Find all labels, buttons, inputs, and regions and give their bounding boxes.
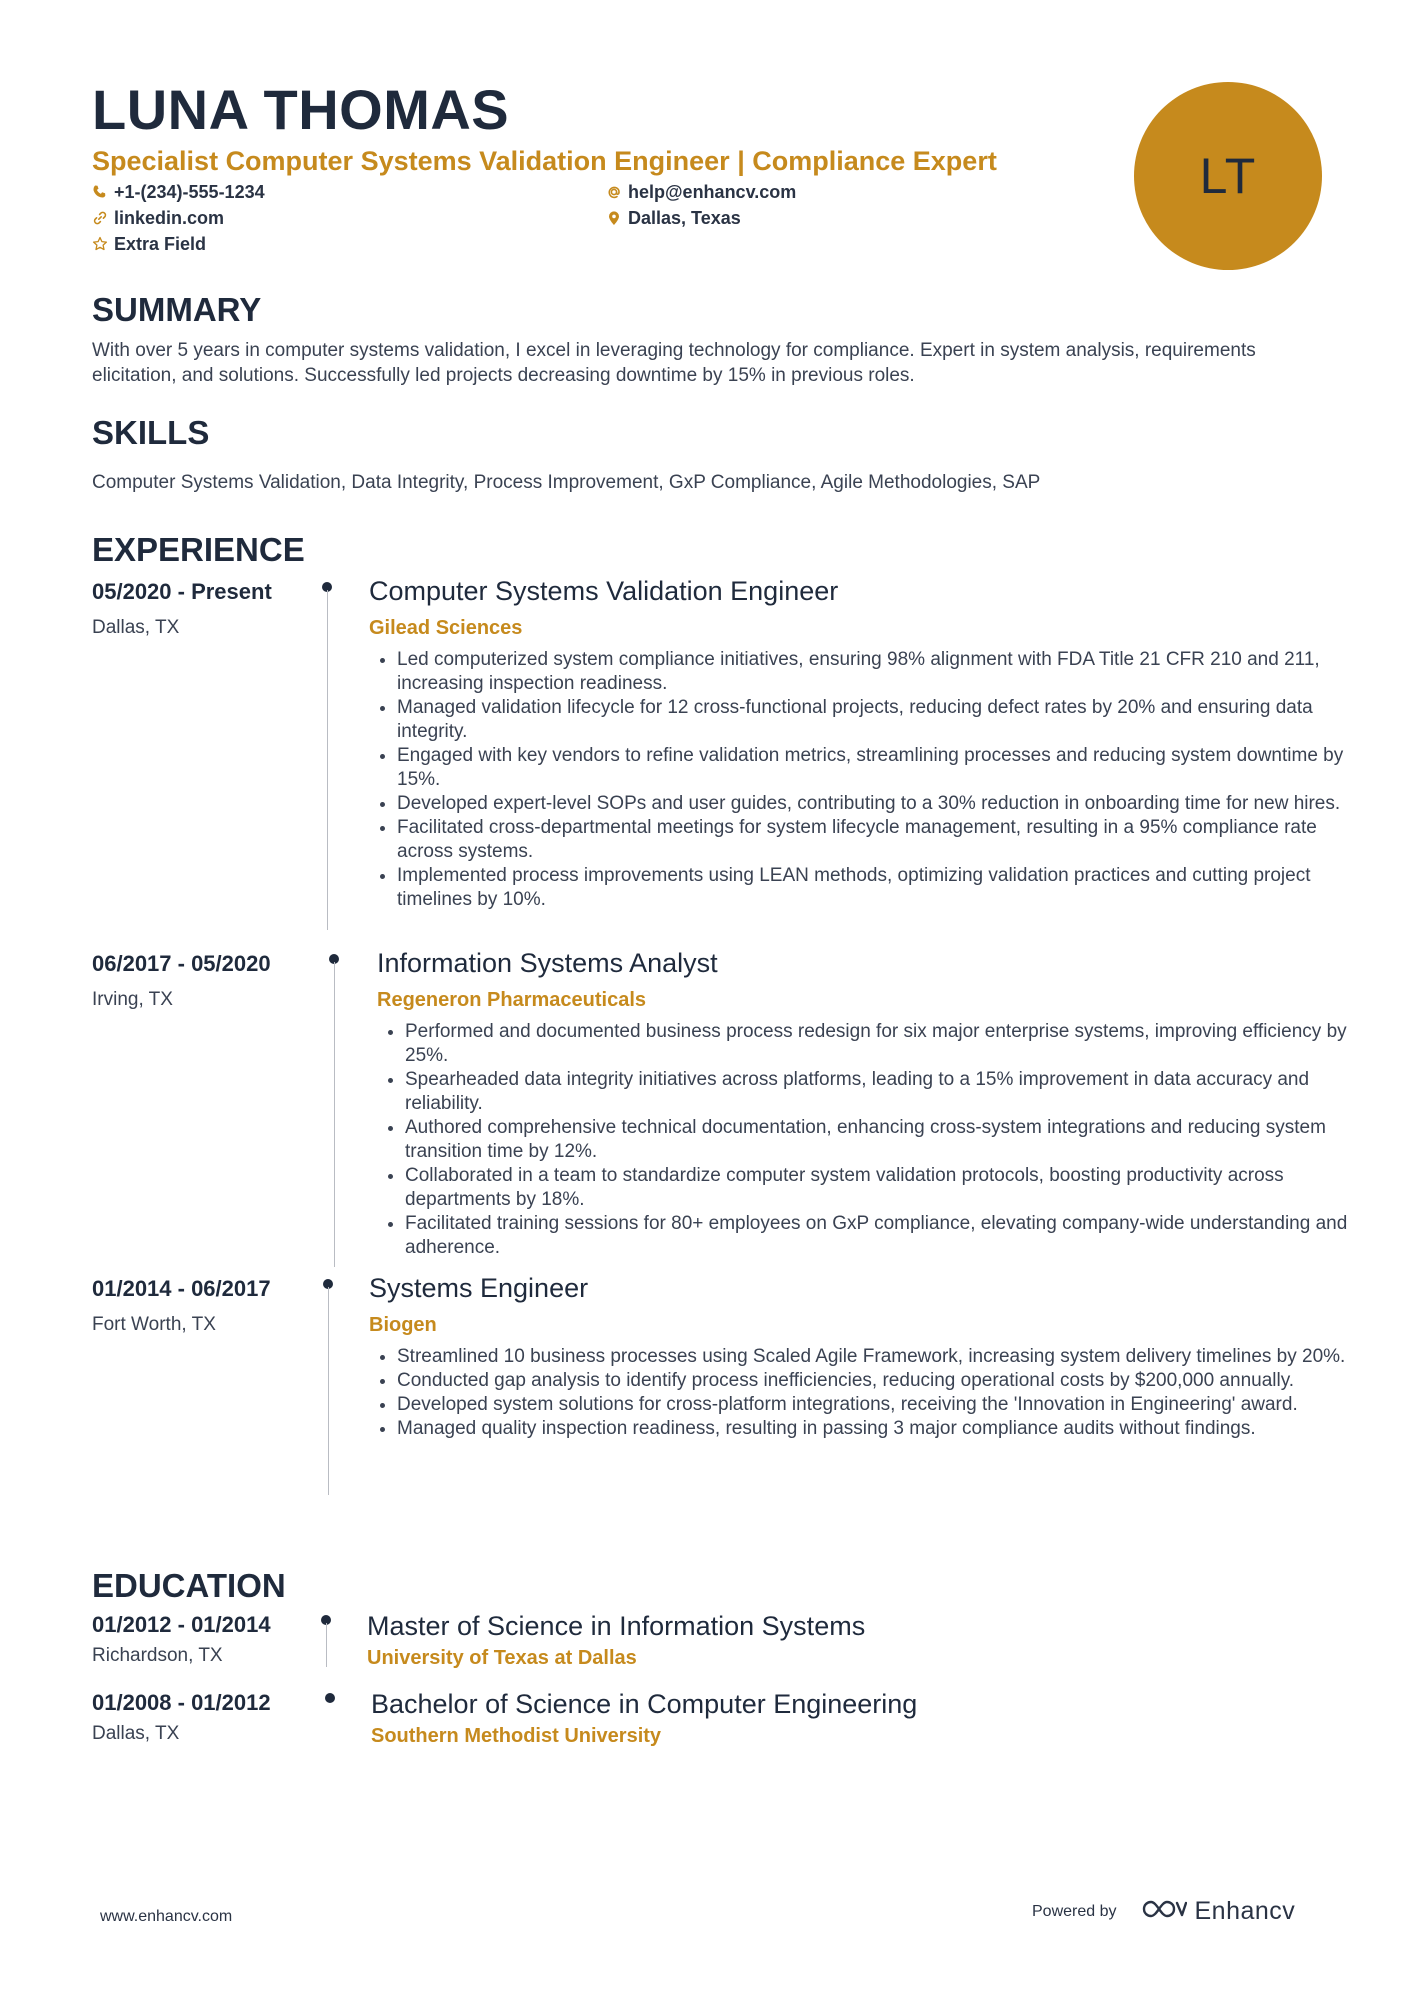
education-dates: 01/2012 - 01/2014 bbox=[92, 1612, 271, 1637]
experience-role: Computer Systems Validation Engineer bbox=[369, 576, 839, 606]
education-dates: 01/2008 - 01/2012 bbox=[92, 1690, 271, 1715]
experience-location: Dallas, TX bbox=[92, 617, 180, 638]
link-icon bbox=[92, 210, 108, 226]
phone-icon bbox=[92, 184, 108, 200]
experience-location: Irving, TX bbox=[92, 989, 173, 1010]
education-degree: Master of Science in Information Systems bbox=[367, 1611, 866, 1641]
linkedin-text: linkedin.com bbox=[114, 208, 225, 228]
list-item: • Authored comprehensive technical documentation, enhancing cross-system integrations and reducing system transition time by 12%. bbox=[405, 1116, 1355, 1164]
contact-location bbox=[606, 206, 741, 230]
education-degree: Bachelor of Science in Computer Engineering bbox=[371, 1689, 918, 1719]
experience-bullets bbox=[377, 1020, 1355, 1260]
timeline-line bbox=[326, 1623, 327, 1667]
contact-extra bbox=[92, 232, 206, 256]
list-item: • Led computerized system compliance initiatives, ensuring 98% alignment with FDA Title 21 CFR 210 and 211, increasing inspection readiness. bbox=[397, 648, 1347, 696]
contact-email[interactable] bbox=[606, 180, 796, 204]
candidate-headline: Specialist Computer Systems Validation Engineer | Compliance Expert bbox=[92, 146, 997, 176]
education-school: Southern Methodist University bbox=[371, 1725, 662, 1747]
experience-heading: EXPERIENCE bbox=[92, 531, 305, 568]
experience-role: Information Systems Analyst bbox=[377, 948, 718, 978]
list-item: • Facilitated training sessions for 80+ employees on GxP compliance, elevating company-wide understanding and adherence. bbox=[405, 1212, 1355, 1260]
list-item: • Performed and documented business process redesign for six major enterprise systems, improving efficiency by 25%. bbox=[405, 1020, 1355, 1068]
list-item: • Developed system solutions for cross-platform integrations, receiving the 'Innovation in Engineering' award. bbox=[397, 1393, 1347, 1417]
candidate-name: LUNA THOMAS bbox=[92, 78, 510, 141]
education-school: University of Texas at Dallas bbox=[367, 1647, 637, 1669]
list-item: • Streamlined 10 business processes using Scaled Agile Framework, increasing system delivery timelines by 20%. bbox=[397, 1345, 1347, 1369]
experience-company: Biogen bbox=[369, 1314, 437, 1336]
timeline-line bbox=[334, 962, 335, 1267]
phone-text: +1-(234)-555-1234 bbox=[114, 182, 265, 202]
timeline-line bbox=[328, 1287, 329, 1495]
summary-text: With over 5 years in computer systems validation, I excel in leveraging technology for compliance. Expert in system analysis, requirements elicitation, and solutions. Successfully led projects decreasing downtime by 15% in previous roles. bbox=[92, 340, 1256, 386]
timeline-dot bbox=[325, 1693, 335, 1703]
avatar bbox=[1134, 82, 1322, 270]
timeline-line bbox=[327, 590, 328, 930]
contact-phone[interactable] bbox=[92, 180, 265, 204]
summary-heading: SUMMARY bbox=[92, 291, 262, 328]
experience-dates: 06/2017 - 05/2020 bbox=[92, 951, 271, 976]
education-heading: EDUCATION bbox=[92, 1567, 286, 1604]
experience-location: Fort Worth, TX bbox=[92, 1314, 216, 1335]
experience-bullets bbox=[369, 648, 1347, 912]
at-icon bbox=[606, 184, 622, 200]
email-text: help@enhancv.com bbox=[628, 182, 797, 202]
list-item: • Facilitated cross-departmental meetings for system lifecycle management, resulting in a 95% compliance rate across systems. bbox=[397, 816, 1347, 864]
extra-field-text: Extra Field bbox=[114, 234, 207, 254]
list-item: • Developed expert-level SOPs and user guides, contributing to a 30% reduction in onboarding time for new hires. bbox=[397, 792, 1347, 816]
experience-company: Regeneron Pharmaceuticals bbox=[377, 989, 646, 1011]
enhancv-logo-icon bbox=[1141, 1897, 1187, 1926]
powered-by-label: Powered by bbox=[1032, 1902, 1117, 1920]
location-pin-icon bbox=[606, 210, 622, 226]
list-item: • Collaborated in a team to standardize computer system validation protocols, boosting productivity across departments by 18%. bbox=[405, 1164, 1355, 1212]
skills-heading: SKILLS bbox=[92, 414, 210, 451]
star-icon bbox=[92, 236, 108, 252]
education-location: Richardson, TX bbox=[92, 1645, 223, 1666]
location-text: Dallas, Texas bbox=[628, 208, 741, 228]
list-item: • Managed validation lifecycle for 12 cross-functional projects, reducing defect rates by 20% and ensuring data integrity. bbox=[397, 696, 1347, 744]
list-item: • Conducted gap analysis to identify process inefficiencies, reducing operational costs by $200,000 annually. bbox=[397, 1369, 1347, 1393]
experience-company: Gilead Sciences bbox=[369, 617, 523, 639]
list-item: • Engaged with key vendors to refine validation metrics, streamlining processes and reducing system downtime by 15%. bbox=[397, 744, 1347, 792]
footer-branding bbox=[1032, 1897, 1295, 1926]
list-item: • Implemented process improvements using LEAN methods, optimizing validation practices and cutting project timelines by 10%. bbox=[397, 864, 1347, 912]
footer-website[interactable]: www.enhancv.com bbox=[100, 1908, 233, 1925]
experience-role: Systems Engineer bbox=[369, 1273, 589, 1303]
list-item: • Managed quality inspection readiness, resulting in passing 3 major compliance audits without findings. bbox=[397, 1417, 1347, 1441]
list-item: • Spearheaded data integrity initiatives across platforms, leading to a 15% improvement in data accuracy and reliability. bbox=[405, 1068, 1355, 1116]
contact-linkedin[interactable] bbox=[92, 206, 224, 230]
brand-name: Enhancv bbox=[1194, 1897, 1296, 1925]
skills-text: Computer Systems Validation, Data Integrity, Process Improvement, GxP Compliance, Agile Methodologies, SAP bbox=[92, 472, 1041, 493]
experience-dates: 05/2020 - Present bbox=[92, 579, 272, 604]
experience-dates: 01/2014 - 06/2017 bbox=[92, 1276, 271, 1301]
education-location: Dallas, TX bbox=[92, 1723, 180, 1744]
avatar-initials: LT bbox=[1199, 148, 1257, 204]
experience-bullets bbox=[369, 1345, 1347, 1441]
